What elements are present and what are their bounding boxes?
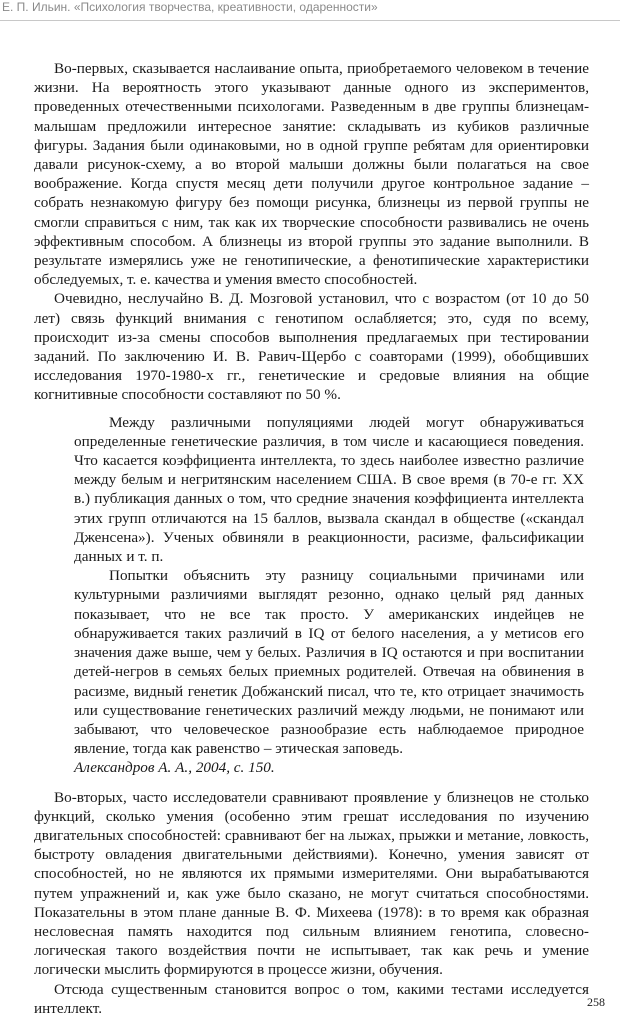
body-paragraph: Во-первых, сказывается наслаивание опыта, приобретаемого человеком в течение жизни. На вероятность этого указывают данные одного из экспериментов, проведенных отечественными психологами. Разведенным в две группы близнецам-малышам предложили интересное занятие: складывать из кубиков различные фигуры. Задания были одинаковыми, но в одной группе ребятам для ориентировки давали рисунок-схему, а во второй малыши должны были полагаться на свое воображение. Когда спустя месяц дети получили другое контрольное задание – собрать незнакомую фигуру без помощи рисунка, близнецы из первой группы не смогли справиться с ним, так как их творческие способности развивались не очень эффективным способом. А близнецы из второй группы это задание выполнили. В результате измерялись уже не генотипические, а фенотипические характеристики обследуемых, т. е. качества и умения вместо способностей. — [34, 60, 589, 289]
running-header: Е. П. Ильин. «Психология творчества, креативности, одаренности» — [2, 0, 378, 14]
header-divider — [0, 20, 620, 21]
quote-paragraph: Между различными популяциями людей могут обнаруживаться определенные генетические различия, в том числе и касающиеся поведения. Что касается коэффициента интеллекта, то здесь наиболее известно различие между белым и негритянским населением США. В свое время (в 70-е гг. XX в.) публикация данных о том, что средние значения коэффициента интеллекта этих групп отличаются на 15 баллов, вызвала скандал в обществе («скандал Дженсена»). Ученых обвиняли в реакционности, расизме, фальсификации данных и т. п. — [74, 413, 584, 566]
quote-source: Александров А. А., 2004, с. 150. — [74, 759, 275, 777]
page-number: 258 — [587, 995, 605, 1009]
body-paragraph: Очевидно, неслучайно В. Д. Мозговой установил, что с возрастом (от 10 до 50 лет) связь функций внимания с генотипом ослабляется; это, судя по всему, происходит из-за смены способов выполнения предлагаемых при тестировании заданий. По заключению И. В. Равич-Щербо с соавторами (1999), обобщивших исследования 1970-1980-х гг., генетические и средовые влияния на общие когнитивные способности составляют по 50 %. — [34, 290, 589, 404]
quote-paragraph: Попытки объяснить эту разницу социальными причинами или культурными различиями выглядят резонно, однако целый ряд данных показывает, что не все так просто. У американских индейцев не обнаруживается таких различий в IQ от белого населения, а у метисов его значения даже выше, чем у белых. Различия в IQ остаются и при воспитании детей-негров в семьях белых приемных родителей. Отвечая на обвинения в расизме, видный генетик Добжанский писал, что те, кто отрицает значимость или существование генетических различий между людьми, не понимают или забывают, что человеческое разнообразие есть наблюдаемое природное явление, тогда как равенство – этическая заповедь. — [74, 567, 584, 758]
block-quote — [74, 413, 584, 778]
body-paragraph: Отсюда существенным становится вопрос о том, какими тестами исследуется интеллект. — [34, 980, 589, 1017]
body-paragraph: Во-вторых, часто исследователи сравнивают проявление у близнецов не столько функций, сколько умения (особенно этим грешат исследования по изучению двигательных способностей: сравнивают бег на лыжах, прыжки и метание, ловкость, быстроту овладения двигательными действиями). Конечно, умения зависят от способностей, но не являются их прямыми измерителями. Они вырабатываются путем упражнений и, как уже было сказано, не могут считаться способностями. Показательны в этом плане данные В. Ф. Михеева (1978): в то время как образная несловесная память находится под сильным влиянием генотипа, словесно-логическая такого воздействия почти не испытывает, так как речь и умение логически мыслить формируются в процессе жизни, обучения. — [34, 788, 589, 979]
page-body — [34, 59, 589, 1018]
